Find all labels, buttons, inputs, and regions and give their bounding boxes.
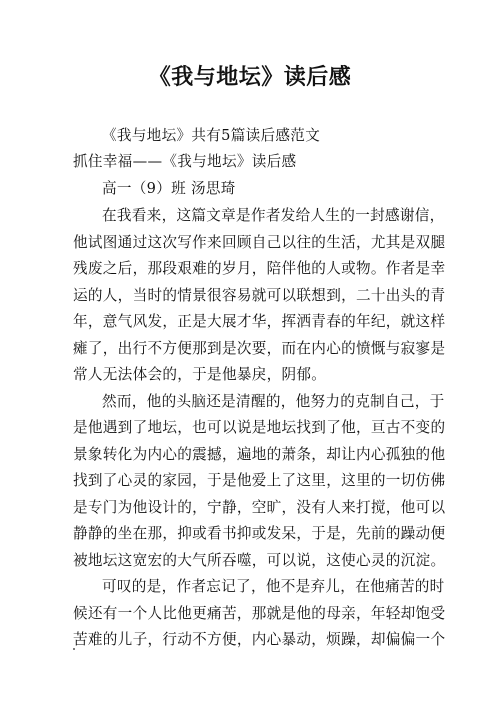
paragraph-line: 可叹的是，作者忘记了，他不是弃儿，在他痛苦的时	[102, 578, 445, 595]
author-line: 高一（9）班 汤思琦	[102, 180, 236, 197]
page-speck	[73, 648, 75, 650]
paragraph-line: 是他遇到了地坛，也可以说是地坛找到了他，亘古不变的	[73, 419, 446, 436]
paragraph-line: 常人无法体会的，于是他暴戾，阴郁。	[73, 366, 327, 383]
paragraph-line: 景象转化为内心的震撼，遍地的萧条，却让内心孤独的他	[73, 446, 446, 463]
paragraph-line: 残废之后，那段艰难的岁月，陪伴他的人或物。作者是幸	[73, 260, 446, 277]
intro-line: 《我与地坛》共有5篇读后感范文	[102, 127, 321, 144]
paragraph-line: 然而，他的头脑还是清醒的，他努力的克制自己，于	[102, 393, 445, 410]
document-title: 《我与地坛》读后感	[148, 64, 352, 90]
paragraph-line: 候还有一个人比他更痛苦，那就是他的母亲，年轻却饱受	[73, 605, 446, 622]
paragraph-line: 瘫了，出行不方便那到是次要，而在内心的愤慨与寂寥是	[73, 340, 446, 357]
paragraph-line: 是专门为他设计的，宁静，空旷，没有人来打搅，他可以	[73, 499, 446, 516]
paragraph-line: 年，意气风发，正是大展才华，挥洒青春的年纪，就这样	[73, 313, 446, 330]
paragraph-line: 静静的坐在那，抑或看书抑或发呆，于是，先前的躁动便	[73, 525, 446, 542]
paragraph-line: 苦难的儿子，行动不方便，内心暴动，烦躁，却偏偏一个	[73, 631, 446, 648]
essay-subtitle: 抓住幸福——《我与地坛》读后感	[73, 153, 297, 170]
paragraph-line: 被地坛这宽宏的大气所吞噬，可以说，这使心灵的沉淀。	[73, 552, 446, 569]
paragraph-line: 找到了心灵的家园，于是他爱上了这里，这里的一切仿佛	[73, 472, 446, 489]
paragraph-line: 他试图通过这次写作来回顾自己以往的生活，尤其是双腿	[73, 234, 446, 251]
paragraph-line: 运的人，当时的情景很容易就可以联想到，二十出头的青	[73, 287, 446, 304]
paragraph-line: 在我看来，这篇文章是作者发给人生的一封感谢信，	[102, 207, 445, 224]
